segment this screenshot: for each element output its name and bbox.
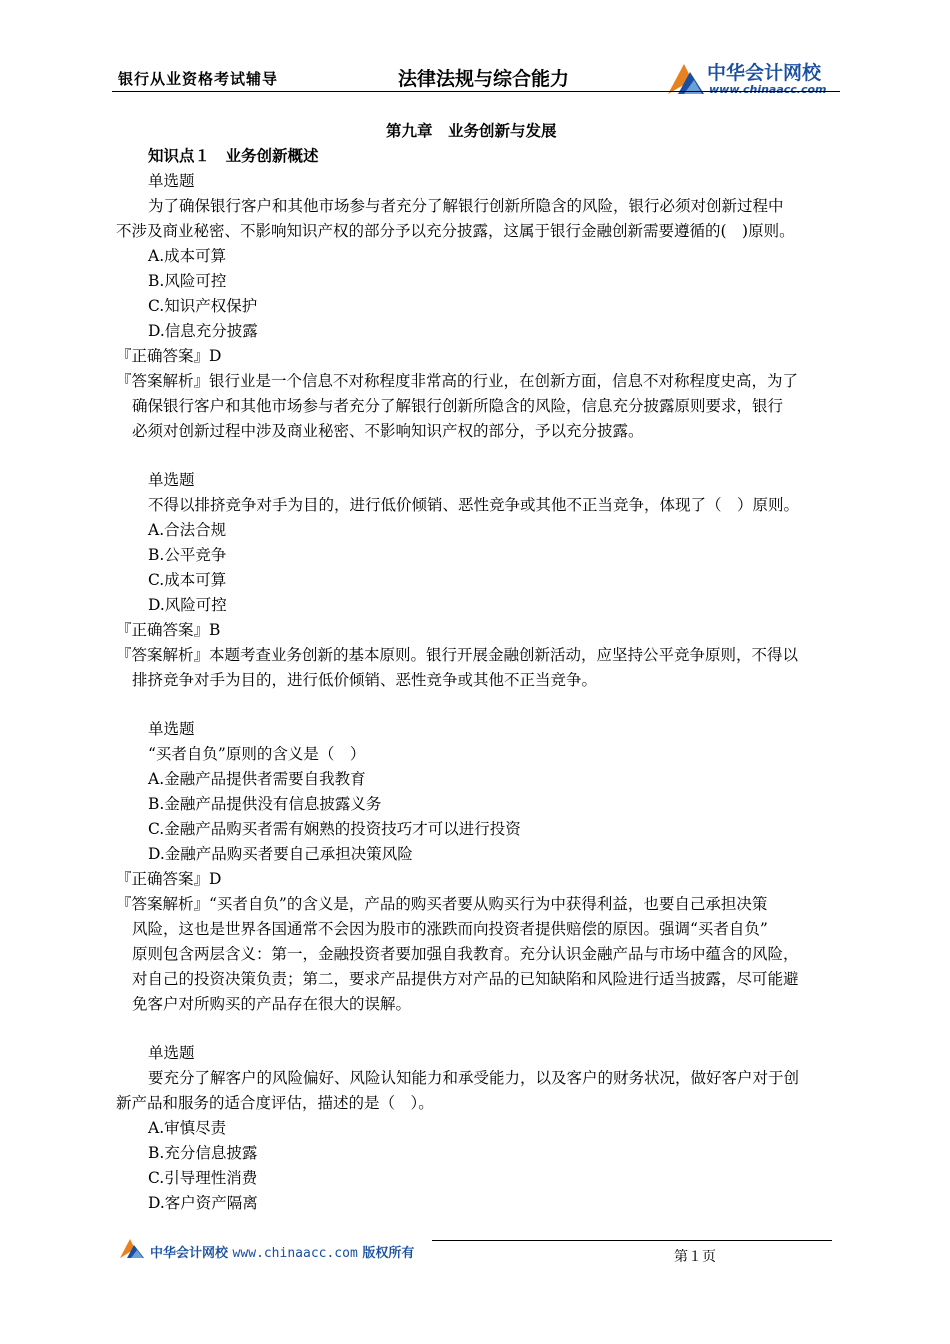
- option: D.金融产品购买者要自己承担决策风险: [148, 845, 413, 863]
- option: C.成本可算: [148, 571, 227, 589]
- analysis-line: 确保银行客户和其他市场参与者充分了解银行创新所隐含的风险，信息充分披露原则要求，银行: [132, 397, 784, 415]
- correct-answer: 『正确答案』D: [116, 870, 222, 888]
- analysis-line: 原则包含两层含义：第一，金融投资者要加强自我教育。充分认识金融产品与市场中蕴含的风险，: [132, 945, 799, 963]
- footer-divider: [432, 1240, 832, 1241]
- option: D.信息充分披露: [148, 322, 258, 340]
- question-stem: 为了确保银行客户和其他市场参与者充分了解银行创新所隐含的风险，银行必须对创新过程中: [148, 197, 784, 215]
- logo: [664, 58, 844, 102]
- option: D.风险可控: [148, 596, 227, 614]
- option: A.金融产品提供者需要自我教育: [148, 770, 366, 788]
- question-stem: 要充分了解客户的风险偏好、风险认知能力和承受能力，以及客户的财务状况，做好客户对于创: [148, 1069, 800, 1087]
- question-type: 单选题: [148, 1044, 195, 1062]
- option: D.客户资产隔离: [148, 1194, 258, 1212]
- option: C.金融产品购买者需有娴熟的投资技巧才可以进行投资: [148, 820, 521, 838]
- footer-url[interactable]: www.chinaacc.com: [232, 1246, 358, 1261]
- question-stem: 不得以排挤竞争对手为目的，进行低价倾销、恶性竞争或其他不正当竞争，体现了（ ）原则。: [148, 496, 800, 514]
- analysis-line: 免客户对所购买的产品存在很大的误解。: [132, 995, 412, 1013]
- option: B.公平竞争: [148, 546, 227, 564]
- analysis-line: 『答案解析』本题考查业务创新的基本原则。银行开展金融创新活动，应坚持公平竞争原则，不得以: [116, 646, 799, 664]
- footer-logo-icon: [118, 1236, 148, 1260]
- question-type: 单选题: [148, 720, 195, 738]
- chapter-title: 第九章 业务创新与发展: [386, 122, 557, 140]
- option: C.引导理性消费: [148, 1169, 258, 1187]
- header-left-title: 银行从业资格考试辅导: [118, 70, 279, 88]
- section-title: 知识点１ 业务创新概述: [148, 147, 319, 165]
- analysis-line: 必须对创新过程中涉及商业秘密、不影响知识产权的部分，予以充分披露。: [132, 422, 644, 440]
- option: A.成本可算: [148, 247, 227, 265]
- footer-rights: 版权所有: [362, 1246, 415, 1261]
- question-type: 单选题: [148, 471, 195, 489]
- analysis-line: 『答案解析』银行业是一个信息不对称程度非常高的行业，在创新方面，信息不对称程度史高，为了: [116, 372, 799, 390]
- correct-answer: 『正确答案』D: [116, 347, 222, 365]
- question-stem: 新产品和服务的适合度评估，描述的是（ ）。: [116, 1094, 434, 1112]
- footer-copyright: [150, 1242, 414, 1261]
- analysis-line: 对自己的投资决策负责；第二，要求产品提供方对产品的已知缺陷和风险进行适当披露，尽可能避: [132, 970, 799, 988]
- header-center-title: 法律法规与综合能力: [398, 68, 570, 90]
- footer-brand: 中华会计网校: [150, 1246, 229, 1261]
- page-number: 第１页: [674, 1249, 716, 1265]
- logo-triangle-icon: [664, 58, 708, 98]
- question-type: 单选题: [148, 172, 195, 190]
- logo-url: www.chinaacc.com: [709, 83, 827, 96]
- analysis-line: 风险，这也是世界各国通常不会因为股市的涨跌而向投资者提供赔偿的原因。强调“买者自负”: [132, 920, 768, 938]
- correct-answer: 『正确答案』B: [116, 621, 221, 639]
- analysis-line: 排挤竞争对手为目的，进行低价倾销、恶性竞争或其他不正当竞争。: [132, 671, 598, 689]
- option: B.金融产品提供没有信息披露义务: [148, 795, 382, 813]
- option: A.合法合规: [148, 521, 227, 539]
- option: B.充分信息披露: [148, 1144, 258, 1162]
- option: C.知识产权保护: [148, 297, 258, 315]
- option: B.风险可控: [148, 272, 227, 290]
- header-divider: [112, 91, 840, 92]
- analysis-line: 『答案解析』“买者自负”的含义是，产品的购买者要从购买行为中获得利益，也要自己承担决策: [116, 895, 768, 913]
- question-stem: 不涉及商业秘密、不影响知识产权的部分予以充分披露，这属于银行金融创新需要遵循的( )原则。: [116, 222, 795, 240]
- question-stem: “买者自负”原则的含义是（ ）: [148, 745, 366, 763]
- option: A.审慎尽责: [148, 1119, 227, 1137]
- logo-name: 中华会计网校: [707, 62, 822, 84]
